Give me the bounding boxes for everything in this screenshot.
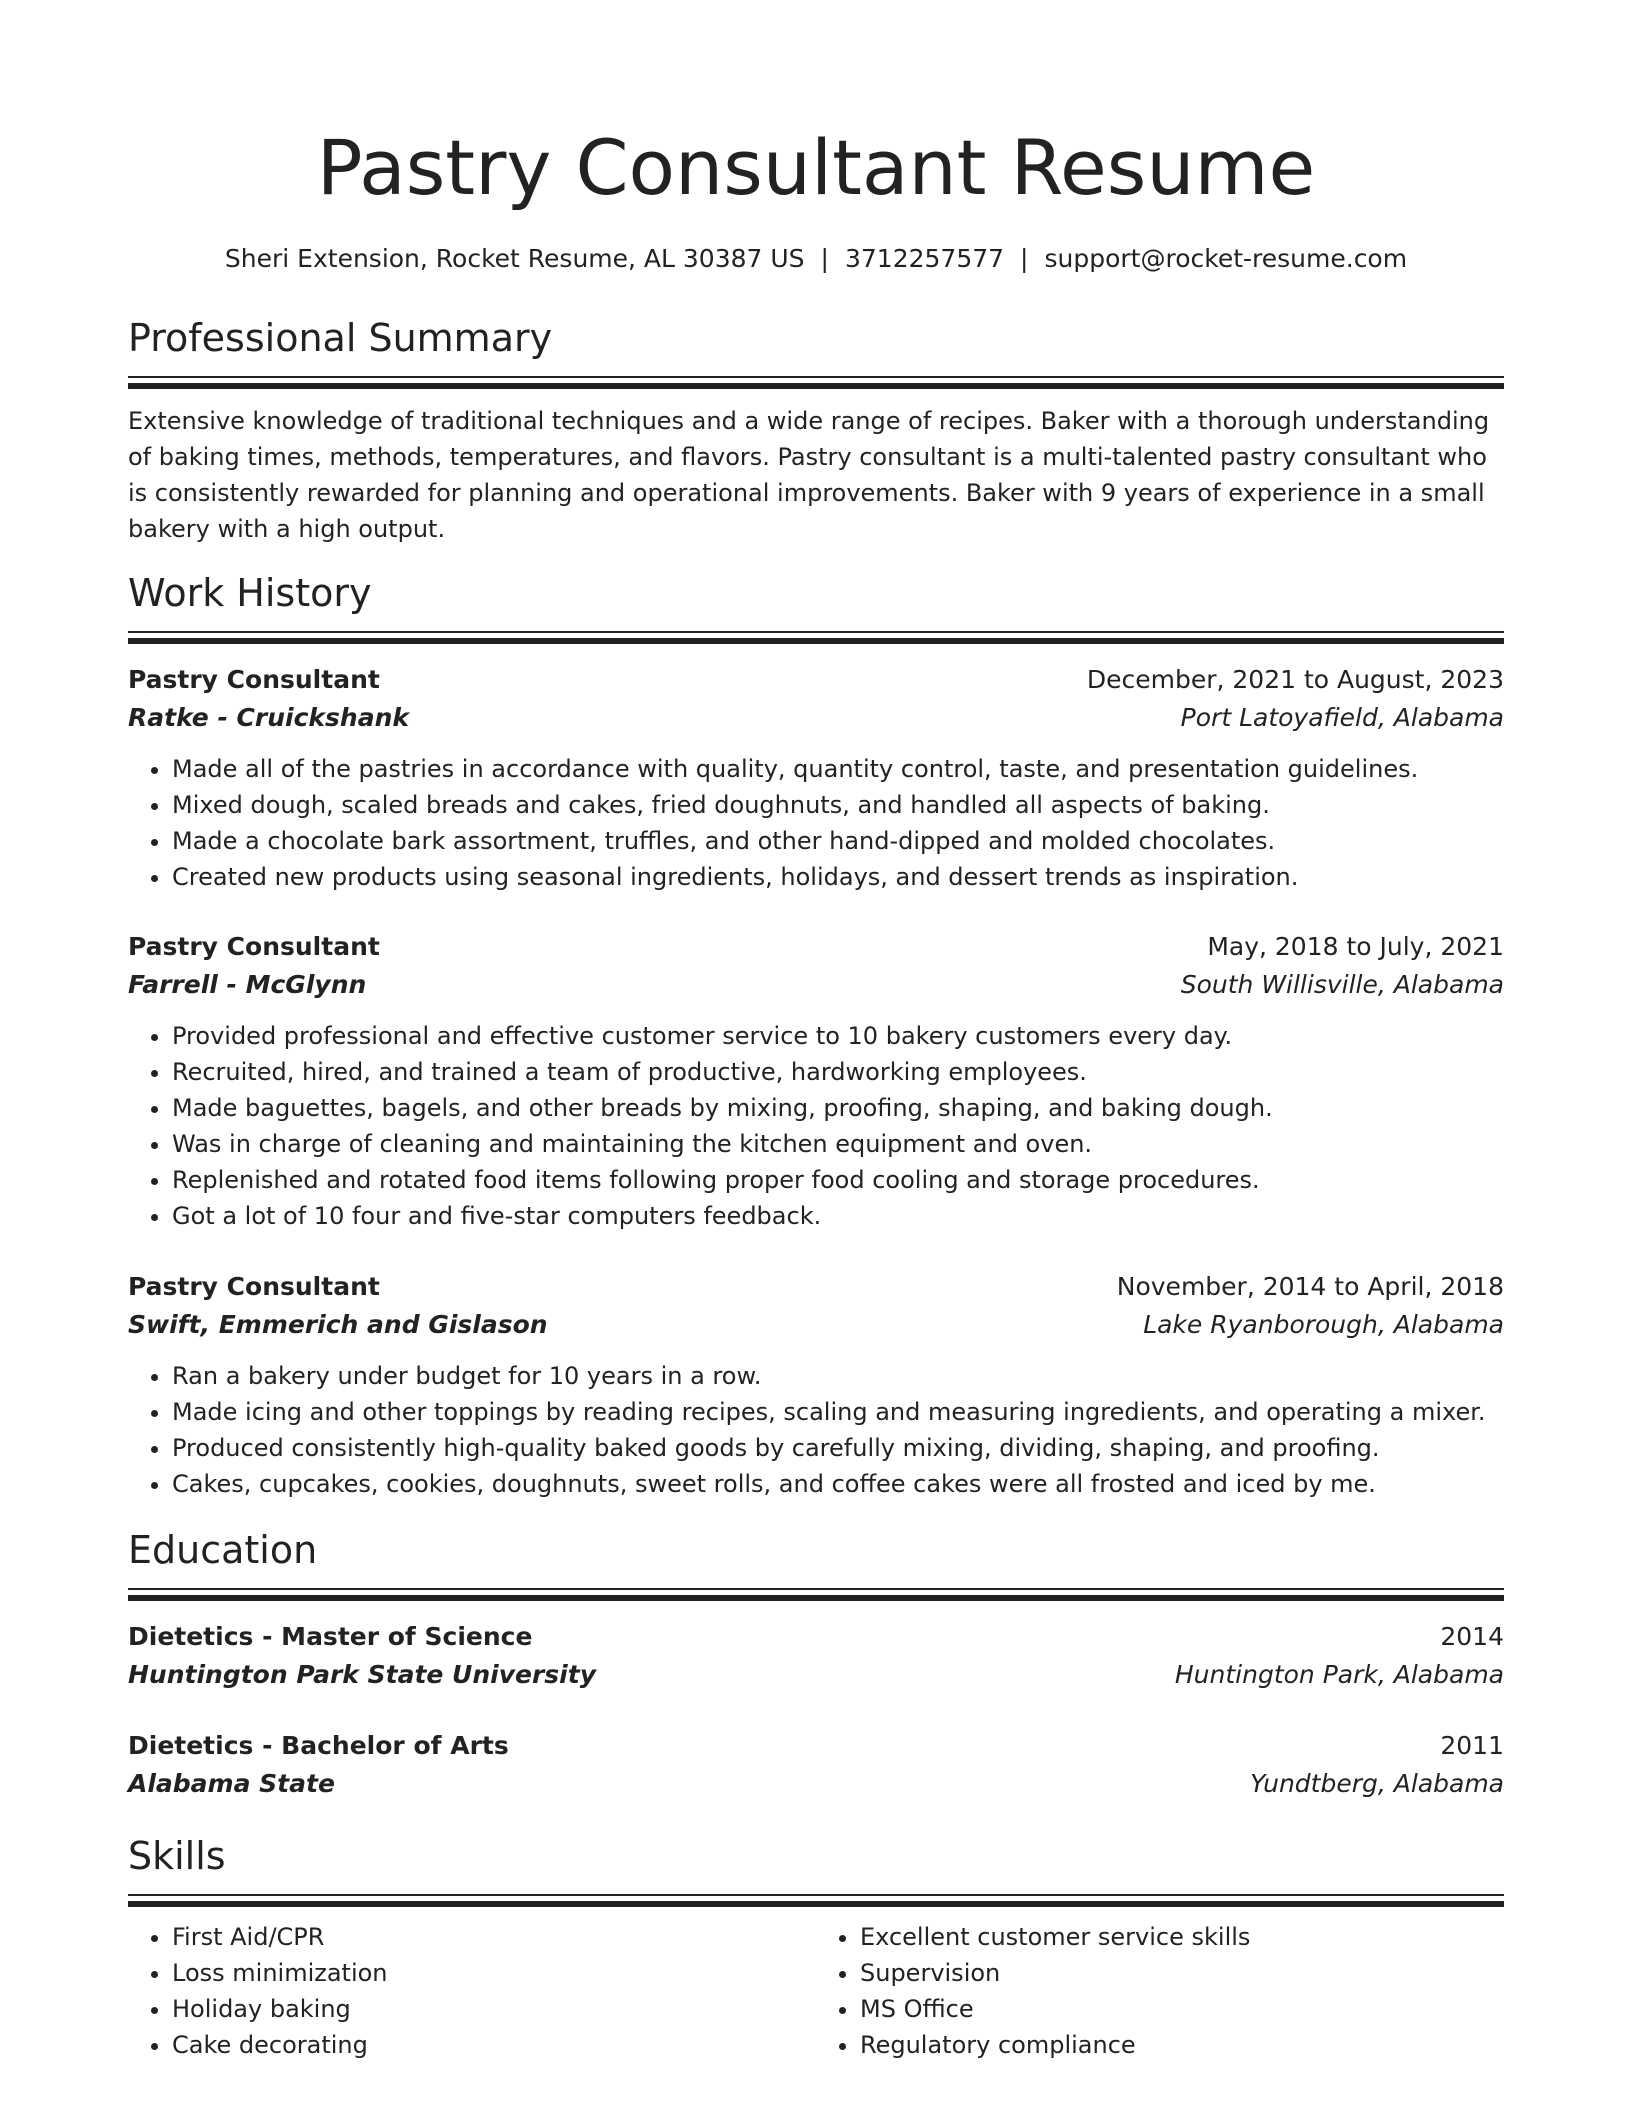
skills-heading: Skills: [128, 1834, 226, 1878]
summary-section: [128, 314, 1504, 547]
section-rule: [128, 631, 1504, 644]
contact-line: [128, 242, 1504, 276]
list-item: • Supervision: [860, 1955, 1504, 1991]
education-school: Alabama State: [128, 1769, 335, 1798]
education-location: Huntington Park, Alabama: [1174, 1660, 1504, 1689]
list-item: • Got a lot of 10 four and five-star computers feedback.: [172, 1198, 1504, 1234]
contact-separator: |: [1020, 244, 1029, 273]
list-item: • Replenished and rotated food items following proper food cooling and storage procedures.: [172, 1162, 1504, 1198]
summary-heading: Professional Summary: [128, 316, 553, 360]
list-item: • First Aid/CPR: [172, 1919, 816, 1955]
list-item: • Excellent customer service skills: [860, 1919, 1504, 1955]
job-entry: [128, 928, 1504, 1234]
skills-column-left: [128, 1919, 816, 2063]
contact-separator: |: [820, 244, 829, 273]
work-section: [128, 569, 1504, 644]
list-item: • Ran a bakery under budget for 10 years in a row.: [172, 1358, 1504, 1394]
job-entry: [128, 1268, 1504, 1502]
skills-column-right: [816, 1919, 1504, 2063]
list-item: • Recruited, hired, and trained a team of productive, hardworking employees.: [172, 1054, 1504, 1090]
education-section: [128, 1526, 1504, 1601]
job-title: Pastry Consultant: [128, 932, 380, 961]
job-title: Pastry Consultant: [128, 1272, 380, 1301]
list-item: • Cake decorating: [172, 2027, 816, 2063]
skills-list: [128, 1919, 1504, 2063]
list-item: • Was in charge of cleaning and maintaining the kitchen equipment and oven.: [172, 1126, 1504, 1162]
education-heading: Education: [128, 1528, 318, 1572]
list-item: • Mixed dough, scaled breads and cakes, fried doughnuts, and handled all aspects of baking.: [172, 787, 1504, 823]
job-bullets: [128, 1018, 1504, 1234]
job-dates: May, 2018 to July, 2021: [1207, 932, 1504, 961]
list-item: • Created new products using seasonal ingredients, holidays, and dessert trends as inspiration.: [172, 859, 1504, 895]
education-degree: Dietetics - Master of Science: [128, 1622, 533, 1651]
section-rule: [128, 376, 1504, 389]
contact-address: Sheri Extension, Rocket Resume, AL 30387 US: [224, 244, 805, 273]
list-item: • Made all of the pastries in accordance with quality, quantity control, taste, and presentation guidelines.: [172, 751, 1504, 787]
job-company: Ratke - Cruickshank: [128, 703, 410, 732]
section-rule: [128, 1588, 1504, 1601]
education-entry: [128, 1727, 1504, 1803]
skills-section: [128, 1832, 1504, 2063]
job-company: Farrell - McGlynn: [128, 970, 367, 999]
job-location: Port Latoyafield, Alabama: [1180, 703, 1504, 732]
education-location: Yundtberg, Alabama: [1250, 1769, 1504, 1798]
list-item: • Made a chocolate bark assortment, truffles, and other hand-dipped and molded chocolates.: [172, 823, 1504, 859]
education-school: Huntington Park State University: [128, 1660, 596, 1689]
education-year: 2011: [1440, 1731, 1504, 1760]
job-location: South Willisville, Alabama: [1180, 970, 1504, 999]
list-item: • Made baguettes, bagels, and other breads by mixing, proofing, shaping, and baking dough.: [172, 1090, 1504, 1126]
list-item: • Made icing and other toppings by reading recipes, scaling and measuring ingredients, and operating a mixer.: [172, 1394, 1504, 1430]
job-bullets: [128, 1358, 1504, 1502]
summary-text: Extensive knowledge of traditional techniques and a wide range of recipes. Baker with a thorough understanding of baking times, methods, temperatures, and flavors. Pastry consultant is a multi-talented pastry consultant who is consistently rewarded for planning and operational improvements. Baker with 9 years of experience in a small bakery with a high output.: [128, 407, 1490, 543]
list-item: • Regulatory compliance: [860, 2027, 1504, 2063]
education-degree: Dietetics - Bachelor of Arts: [128, 1731, 509, 1760]
education-year: 2014: [1440, 1622, 1504, 1651]
contact-phone: 3712257577: [844, 244, 1005, 273]
job-dates: December, 2021 to August, 2023: [1086, 665, 1504, 694]
list-item: • Produced consistently high-quality baked goods by carefully mixing, dividing, shaping, and proofing.: [172, 1430, 1504, 1466]
job-title: Pastry Consultant: [128, 665, 380, 694]
list-item: • Cakes, cupcakes, cookies, doughnuts, sweet rolls, and coffee cakes were all frosted and iced by me.: [172, 1466, 1504, 1502]
list-item: • Loss minimization: [172, 1955, 816, 1991]
job-dates: November, 2014 to April, 2018: [1116, 1272, 1504, 1301]
resume-title: Pastry Consultant Resume: [316, 123, 1316, 212]
list-item: • Holiday baking: [172, 1991, 816, 2027]
list-item: • Provided professional and effective customer service to 10 bakery customers every day.: [172, 1018, 1504, 1054]
section-rule: [128, 1894, 1504, 1907]
contact-email: support@rocket-resume.com: [1044, 244, 1408, 273]
job-location: Lake Ryanborough, Alabama: [1143, 1310, 1504, 1339]
job-entry: [128, 661, 1504, 895]
education-entry: [128, 1618, 1504, 1694]
job-company: Swift, Emmerich and Gislason: [128, 1310, 548, 1339]
list-item: • MS Office: [860, 1991, 1504, 2027]
work-heading: Work History: [128, 571, 372, 615]
job-bullets: [128, 751, 1504, 895]
